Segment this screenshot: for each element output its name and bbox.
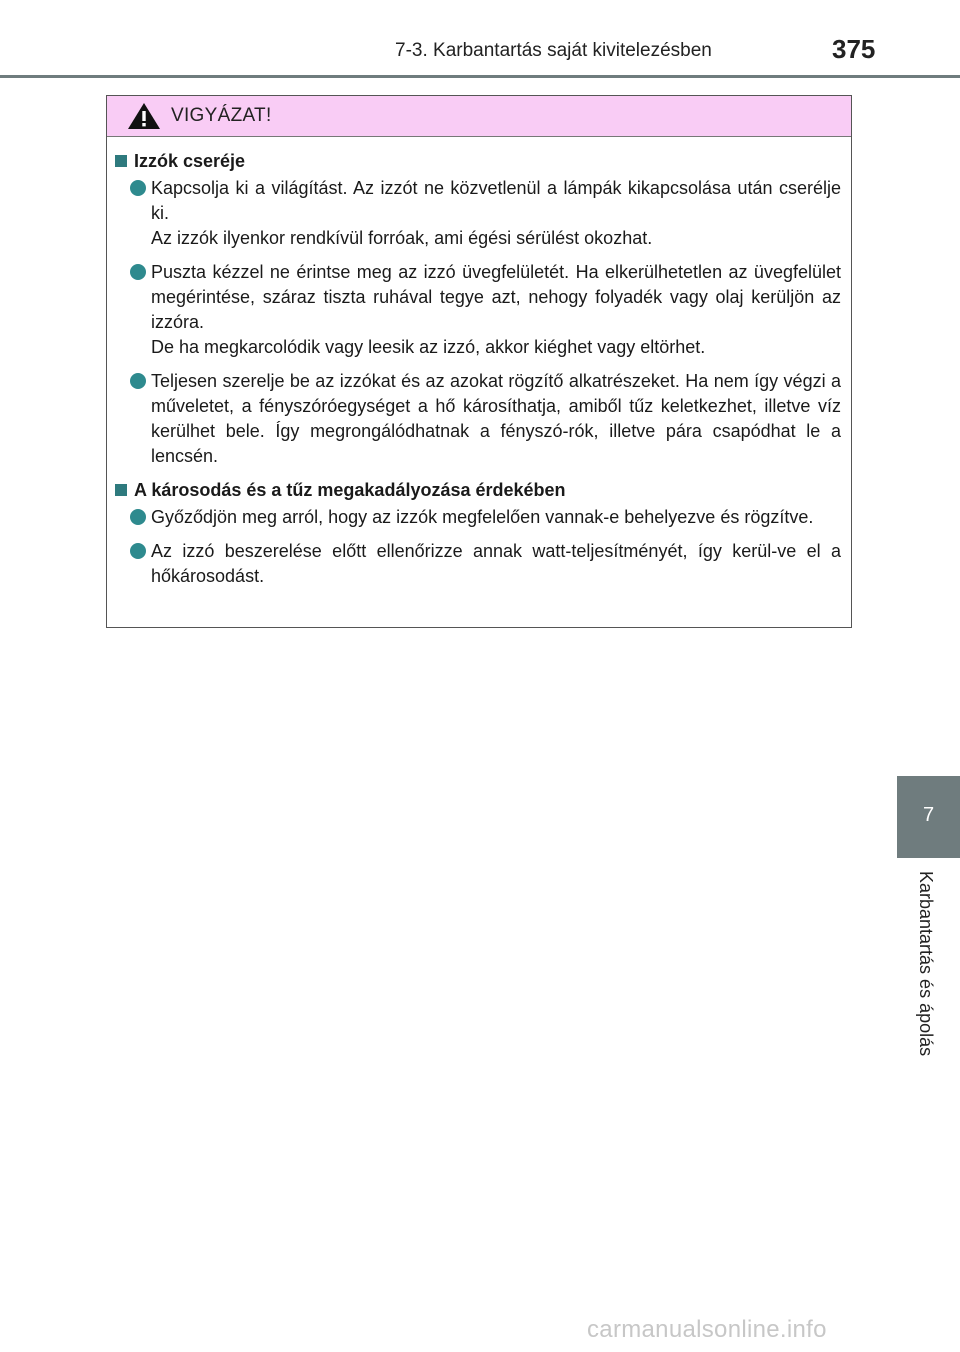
round-bullet-icon (130, 264, 146, 280)
header-divider (0, 75, 960, 78)
round-bullet-icon (130, 543, 146, 559)
square-bullet-icon (115, 155, 127, 167)
section-heading-text: A károsodás és a tűz megakadályozása érdekében (134, 480, 566, 500)
square-bullet-icon (115, 484, 127, 496)
chapter-label: Karbantartás és ápolás (916, 871, 936, 1057)
warning-body (107, 137, 851, 589)
paragraph: Győződjön meg arról, hogy az izzók megfelelően vannak-e behelyezve és rögzítve. (151, 507, 814, 527)
section-heading (115, 478, 841, 502)
warning-section (115, 149, 841, 469)
chapter-tab (897, 776, 960, 858)
paragraph: De ha megkarcolódik vagy leesik az izzó, akkor kiéghet vagy eltörhet. (151, 337, 706, 357)
page-number: 375 (832, 34, 876, 64)
paragraph: Teljesen szerelje be az izzókat és az azokat rögzítő alkatrészeket. Ha nem így végzi a műveletet, a fényszóróegységet a hő károsíthatja, amiből tűz keletkezhet, illetve víz kerülhet bele. Így megrongálódhatnak a fényszó-rók, illetve pára csapódhat le a lencsén. (151, 371, 841, 466)
section-title: 7-3. Karbantartás saját kivitelezésben (395, 40, 712, 61)
section-heading-text: Izzók cseréje (134, 151, 246, 171)
list-item-text (151, 176, 841, 251)
round-bullet-icon (130, 373, 146, 389)
paragraph: Kapcsolja ki a világítást. Az izzót ne közvetlenül a lámpák kikapcsolása után cserélje ki. (151, 178, 841, 223)
round-bullet-icon (130, 180, 146, 196)
list-item (130, 505, 841, 530)
list-item (130, 539, 841, 589)
list-item-text (151, 505, 841, 530)
chapter-number: 7 (922, 804, 935, 826)
watermark: carmanualsonline.info (587, 1316, 827, 1343)
warning-triangle-icon (127, 102, 161, 130)
paragraph: Az izzók ilyenkor rendkívül forróak, ami égési sérülést okozhat. (151, 228, 653, 248)
section-heading (115, 149, 841, 173)
list-item-text (151, 260, 841, 360)
warning-title: VIGYÁZAT! (171, 105, 272, 126)
paragraph: Az izzó beszerelése előtt ellenőrizze annak watt-teljesítményét, így kerül-ve el a hőkárosodást. (151, 541, 841, 586)
list-item (130, 260, 841, 360)
list-item (130, 176, 841, 251)
round-bullet-icon (130, 509, 146, 525)
list-item (130, 369, 841, 469)
warning-header (107, 96, 851, 137)
paragraph: Puszta kézzel ne érintse meg az izzó üvegfelületét. Ha elkerülhetetlen az üvegfelület megérintése, száraz tiszta ruhával tegye azt, nehogy folyadék vagy olaj kerüljön az izzóra. (151, 262, 841, 332)
list-item-text (151, 369, 841, 469)
warning-box (106, 95, 852, 628)
warning-section (115, 478, 841, 589)
list-item-text (151, 539, 841, 589)
